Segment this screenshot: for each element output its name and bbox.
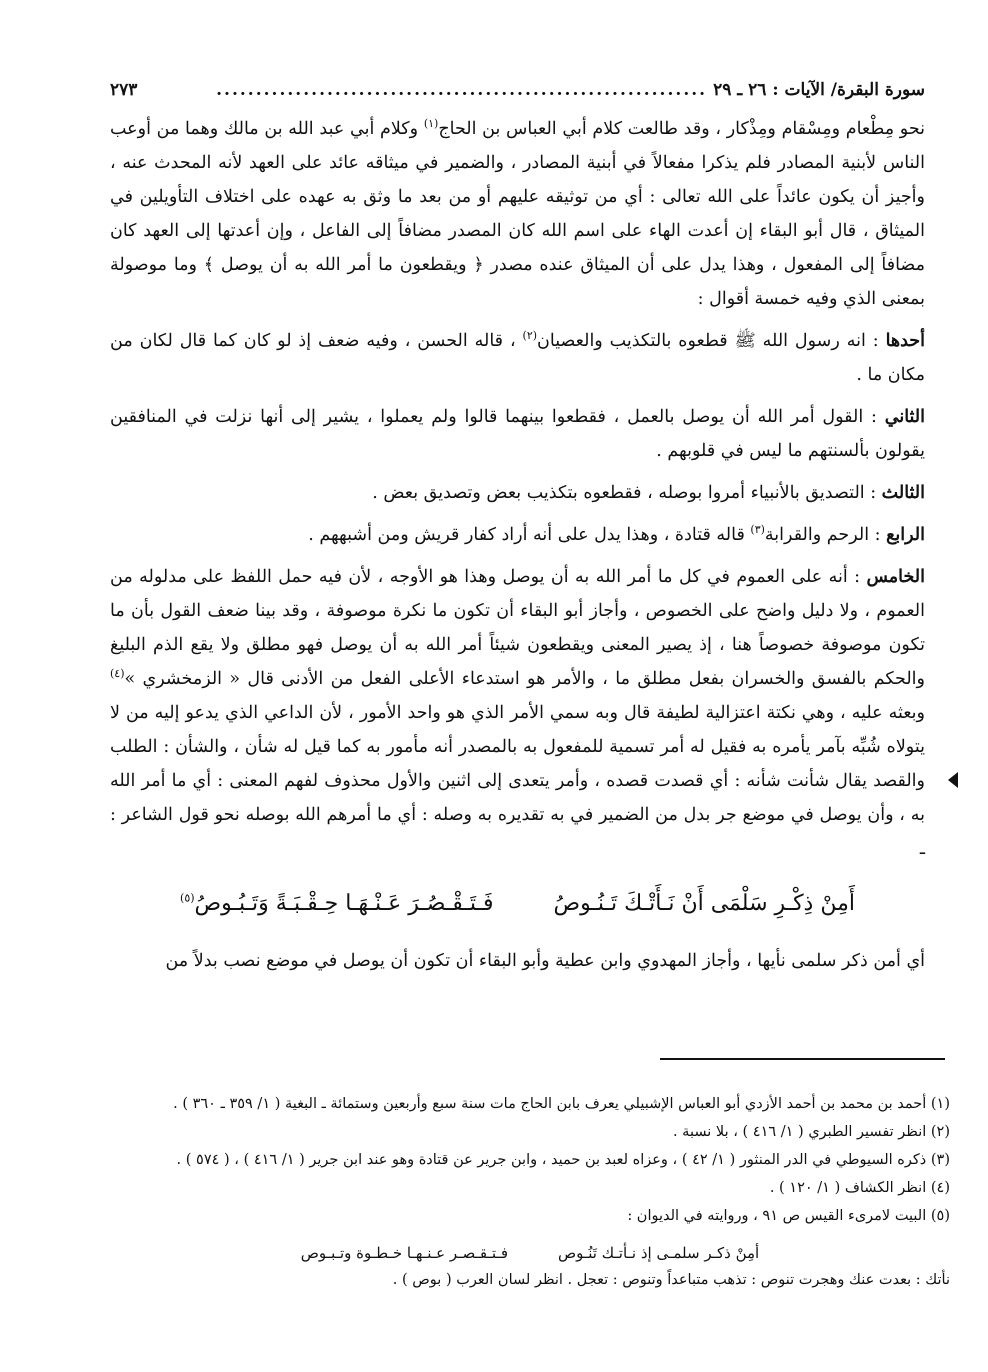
page-header [110,80,925,110]
page-body [110,80,925,978]
verse-second-hemistich: فَـتَـقْـصُـرَ عَـنْـهَـا حِـقْـبَـةً وَتَـبُـوصُ$^{(٥)}$ [180,891,494,916]
verse-first-hemistich: أَمِنْ ذِكْـرِ سَلْمَى أَنْ نَـأَتْـكَ تَـنُـوصُ [553,891,855,916]
opinion-fourth: الرابع : الرحم والقرابة$^{(٣)}$ قاله قتادة ، وهذا يدل على أنه أراد كفار قريش ومن أشبههم . [308,523,925,545]
footnote-ref-4[interactable]: (٤) [110,667,125,681]
leader-dots: .............................................................. [216,80,708,100]
opinion-label: الخامس [866,567,925,587]
poetry-verse [110,884,925,924]
footnotes [110,1090,950,1294]
footnote-5: (٥) البيت لامرىء القيس ص ٩١ ، وروايته في الديوان : [627,1208,950,1224]
footnote-ref-2[interactable]: (٢) [522,329,538,343]
opinion-label: أحدها [885,331,925,351]
opinion-first: أحدها : انه رسول الله ﷺ قطعوه بالتكذيب والعصيان$^{(٢)}$ ، قاله الحسن ، وفيه ضعف إذ لو كان كما قال لكان من مكان ما . [110,329,925,385]
opinion-label: الثاني [884,407,925,427]
opinion-third: الثالث : التصديق بالأنبياء أمروا بوصله ، فقطعوه بتكذيب بعض وتصديق بعض . [372,483,925,503]
footnote-verse [110,1240,950,1266]
intro-paragraph: نحو مِطْعام ومِسْقام ومِذْكار ، وقد طالعت كلام أبي العباس بن الحاج$^{(١)}$ وكلام أبي عبد الله بن مالك وهما من أوعب الناس لأبنية المصادر فلم يذكرا مفعالاً في أبنية المصادر ، والضمير في ميثاقه عائد على العهد لأنه المحدث عنه ، وأجيز أن يكون عائداً على الله تعالى : أي من توثيقه عليهم أو من بعد ما وثق به عهده على اختلاف التأويلين في الميثاق ، قال أبو البقاء إن أعدت الهاء على اسم الله كان المصدر مضافاً إلى الفاعل ، وإن أعدتها إلى العهد كان مضافاً إلى المفعول ، وهذا يدل على أن الميثاق عنده مصدر ﴿ ويقطعون ما أمر الله به أن يوصل ﴾ وما موصولة بمعنى الذي وفيه خمسة أقوال : [110,117,925,309]
opinion-fifth: الخامس : أنه على العموم في كل ما أمر الله به أن يوصل وهذا هو الأوجه ، لأن فيه حمل اللفظ على مدلوله من العموم ، ولا دليل واضح على الخصوص ، وأجاز أبو البقاء أن تكون ما نكرة موصوفة ، وقد بينا ضعف القول بأن ما تكون موصوفة خصوصاً هنا ، إذ يصير المعنى ويقطعون شيئاً أمر الله به أن يوصل فهو مطلق ولا يقع الذم البليغ والحكم بالفسق والخسران بفعل مطلق ما ، والأمر هو استدعاء الأعلى الفعل من الأدنى قال « الزمخشري »$^{(٤)}$ وبعثه عليه ، وهي نكتة اعتزالية لطيفة قال وبه سمي الأمر الذي هو واحد الأمور ، لأن الداعي الذي يدعو إليه من لا يتولاه شُبِّه بآمر يأمره به فقيل له أمر تسمية للمفعول به بالمصدر أنه مأمور به كما قيل له شأن ، والشأن : الطلب والقصد يقال شأنت شأنه : أي قصدت قصده ، وأمر يتعدى إلى اثنين والأول محذوف لفهم المعنى : أي ما أمر الله به ، وأن يوصل في موضع جر بدل من الضمير في به تقديره به وصله : أي ما أمرهم الله بوصله نحو قول الشاعر : ـ [110,567,925,859]
footnote-ref-1[interactable]: (١) [423,117,439,131]
opinion-label: الرابع [886,525,925,545]
margin-arrow-icon [948,772,958,788]
footnote-ref-3[interactable]: (٣) [750,523,765,537]
footnote-verse-second: فـتـقـصـر عـنـهـا خـطـوة وتـبـوص [300,1244,508,1262]
footnote-1: (١) أحمد بن محمد بن أحمد الأزدي أبو العباس الإشبيلي يعرف بابن الحاج مات سنة سبع وأربعين وستمائة ـ البغية ( ١/ ٣٥٩ ـ ٣٦٠ ) . [173,1096,950,1112]
footnote-2: (٢) انظر تفسير الطبري ( ١/ ٤١٦ ) ، بلا نسبة . [672,1124,950,1140]
footnote-verse-first: أمِنْ ذكـر سلمـى إذ نـأتـك تَنُـوص [557,1244,760,1262]
footnote-4: (٤) انظر الكشاف ( ١/ ١٢٠ ) . [769,1180,950,1196]
footnote-gloss: نأتك : بعدت عنك وهجرت تنوص : تذهب متباعداً وتنوص : تعجل . انظر لسان العرب ( بوص ) . [392,1272,950,1288]
footnote-3: (٣) ذكره السيوطي في الدر المنثور ( ١/ ٤٢ ) ، وعزاه لعبد بن حميد ، وابن جرير عن قتادة وهو عند ابن جرير ( ١/ ٤١٦ ) ، ( ٥٧٤ ) . [176,1152,950,1168]
page-number: ٢٧٣ [110,80,138,100]
footnote-ref-5[interactable]: (٥) [180,891,195,905]
footnote-divider [660,1058,945,1060]
opinion-label: الثالث [881,483,925,503]
running-title: سورة البقرة/ الآيات : ٢٦ ـ ٢٩ [713,80,925,100]
opinion-second: الثاني : القول أمر الله أن يوصل بالعمل ، فقطعوا بينهما قالوا ولم يعملوا ، يشير إلى أنها نزلت في المنافقين يقولون بألسنتهم ما ليس في قلوبهم . [110,407,925,461]
closing-paragraph: أي أمن ذكر سلمى نأيها ، وأجاز المهدوي وابن عطية وأبو البقاء أن تكون أن يوصل في موضع نصب بدلاً من [165,951,925,971]
